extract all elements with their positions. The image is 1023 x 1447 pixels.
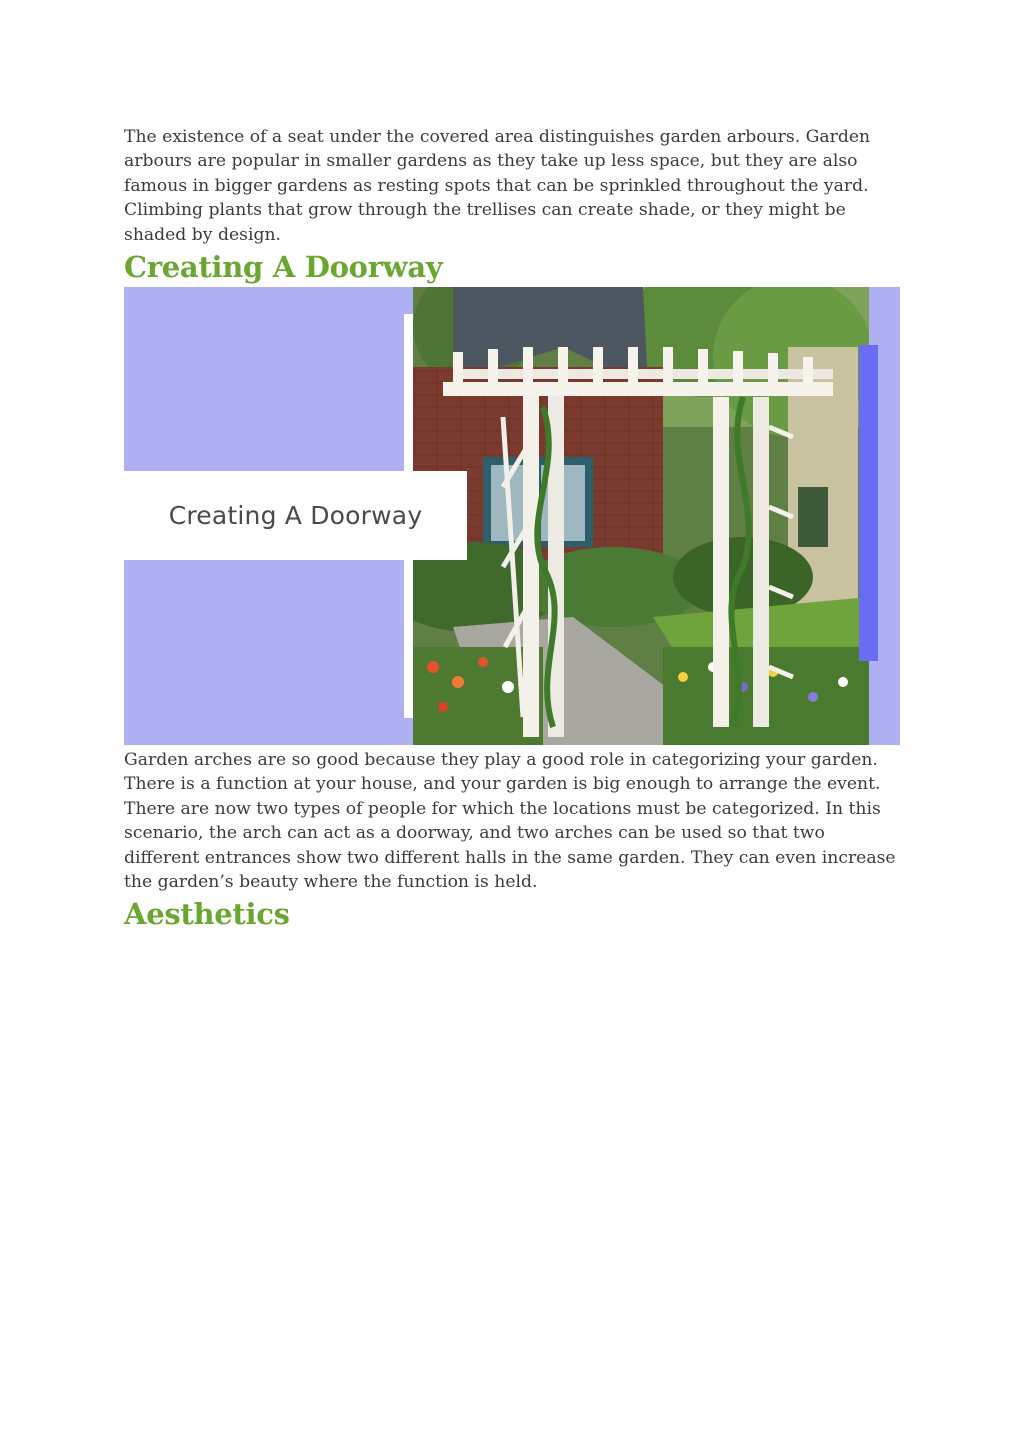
figure-label-box	[124, 471, 467, 560]
figure-label: Creating A Doorway	[168, 501, 423, 531]
document-page	[124, 125, 900, 934]
heading-creating-a-doorway: Creating A Doorway	[124, 250, 443, 285]
doorway-figure	[124, 287, 900, 745]
garden-arch-photo	[413, 287, 869, 745]
paragraph-doorway: Garden arches are so good because they play a good role in categorizing your garden. There is a function at your house, and your garden is big enough to arrange the event. There are now two types of people for which the locations must be categorized. In this scenario, the arch can act as a doorway, and two arches can be used so that two different entrances show two different halls in the same garden. They can even increase the garden’s beauty where the function is held.	[124, 750, 896, 893]
paragraph-intro: The existence of a seat under the covered area distinguishes garden arbours. Garden arbours are popular in smaller gardens as they take up less space, but they are also famous in bigger gardens as resting spots that can be sprinkled throughout the yard. Climbing plants that grow through the trellises can create shade, or they might be shaded by design.	[124, 127, 871, 245]
figure-accent-bar	[859, 345, 878, 661]
heading-aesthetics: Aesthetics	[124, 897, 290, 932]
